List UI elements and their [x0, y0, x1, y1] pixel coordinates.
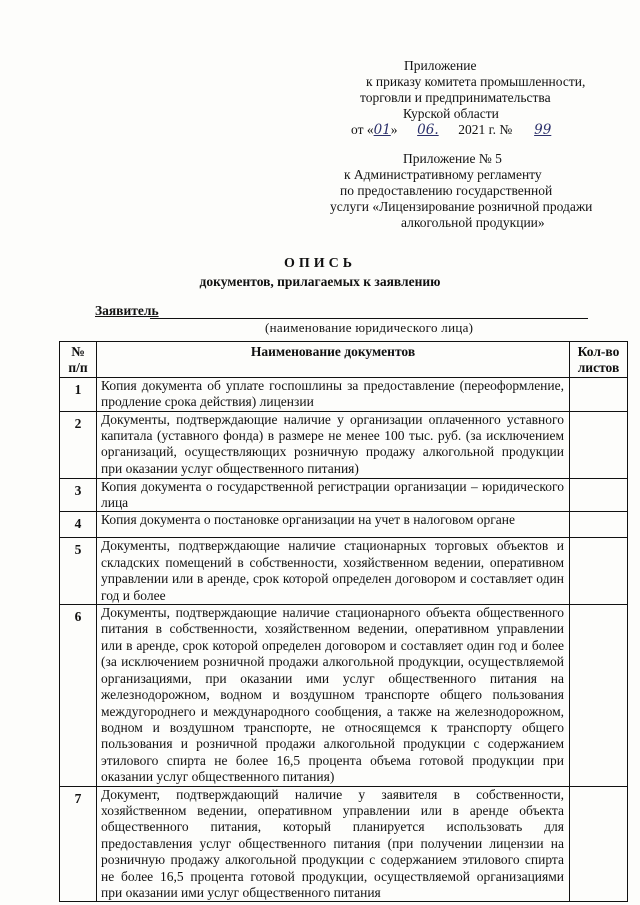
row-num: 5	[60, 538, 97, 605]
order-date-line	[351, 122, 570, 138]
row-text: Документ, подтверждающий наличие у заявителя в собственности, хозяйственном ведении, оперативном управлении или в аренде объекта общественного питания, который планируется использовать для предоставления услуг общественного питания (при получении лицензии на розничную продажу алкогольной продукции с содержанием этилового спирта не более 16,5 процента готовой продукции, осуществляемой организациями при оказании ими услуг общественного питания	[97, 786, 570, 902]
row-num: 6	[60, 605, 97, 786]
row-num: 4	[60, 512, 97, 538]
row-text: Документы, подтверждающие наличие у организации оплаченного уставного капитала (уставного фонда) в размере не менее 100 тыс. руб. (за исключением организаций, осуществляющих розничную продажу алкогольной продукции при оказании услуг общественного питания)	[97, 411, 570, 478]
regulation-appendix-no: Приложение № 5	[403, 151, 502, 166]
documents-table	[59, 341, 628, 902]
date-month: 06.	[417, 122, 439, 138]
row-qty[interactable]	[570, 411, 628, 478]
document-subtitle: документов, прилагаемых к заявлению	[199, 274, 441, 289]
row-num: 3	[60, 478, 97, 512]
row-num: 2	[60, 411, 97, 478]
table-row	[60, 411, 628, 478]
order-line-1: к приказу комитета промышленности,	[366, 74, 586, 89]
applicant-label: Заявитель	[95, 303, 159, 318]
regulation-line-3: услуги «Лицензирование розничной продажи	[330, 199, 593, 214]
header-num-line2: п/п	[68, 360, 88, 376]
table-row	[60, 538, 628, 605]
row-text: Копия документа о постановке организации на учет в налоговом органе	[97, 512, 570, 538]
regulation-line-2: по предоставлению государственной	[340, 183, 553, 198]
order-number: 99	[534, 122, 552, 138]
row-num: 7	[60, 786, 97, 902]
row-qty[interactable]	[570, 512, 628, 538]
table-row	[60, 786, 628, 902]
row-text: Документы, подтверждающие наличие стационарных торговых объектов и складских помещений в собственности, хозяйственном ведении, оперативном управлении или в аренде, срок которой определен договором и составляет один год и более	[97, 538, 570, 605]
row-qty[interactable]	[570, 786, 628, 902]
header-qty	[570, 342, 628, 378]
regulation-line-4: алкогольной продукции»	[401, 215, 545, 230]
regulation-line-1: к Административному регламенту	[344, 167, 542, 182]
row-qty[interactable]	[570, 478, 628, 512]
row-qty[interactable]	[570, 377, 628, 411]
date-prefix: от «	[351, 122, 374, 137]
row-text: Копия документа об уплате госпошлины за предоставление (переоформление, продление срока действия) лицензии	[97, 377, 570, 411]
header-qty-line1: Кол-во	[577, 344, 620, 359]
row-num: 1	[60, 377, 97, 411]
date-mid: »	[390, 122, 398, 137]
table-header-row	[60, 342, 628, 378]
header-name: Наименование документов	[97, 342, 570, 378]
row-text: Документы, подтверждающие наличие стационарного объекта общественного питания в собственности, хозяйственном ведении, оперативном управлении или в аренде, срок которой определен договором и составляет один год и более (за исключением розничной продажи алкогольной продукции, осуществляемой организациями, при оказании ими услуг общественного питания на железнодорожном, водном и воздушном транспорте общего пользования междугороднего и международного сообщения, а также на железнодорожном, водном и воздушном транспорте, не относящемся к транспорту общего пользования и розничной продажи алкогольной продукции с содержанием этилового спирта не более 16,5 процента объема готовой продукции при оказании услуг общественного питания)	[97, 605, 570, 786]
header-qty-line2: листов	[577, 360, 620, 376]
row-qty[interactable]	[570, 605, 628, 786]
row-qty[interactable]	[570, 538, 628, 605]
table-row	[60, 605, 628, 786]
date-day: 01	[373, 122, 391, 138]
row-text: Копия документа о государственной регистрации организации – юридического лица	[97, 478, 570, 512]
table-row	[60, 377, 628, 411]
document-title: ОПИСЬ	[283, 256, 357, 271]
order-line-3: Курской области	[403, 106, 499, 121]
table-row	[60, 512, 628, 538]
header-num-line1: №	[71, 344, 85, 359]
table-row	[60, 478, 628, 512]
appendix-label: Приложение	[404, 58, 477, 73]
order-line-2: торговли и предпринимательства	[360, 90, 551, 105]
date-year: 2021 г. №	[458, 122, 513, 137]
applicant-hint: (наименование юридического лица)	[265, 320, 474, 335]
header-num	[60, 342, 97, 378]
applicant-field-line	[150, 318, 588, 319]
